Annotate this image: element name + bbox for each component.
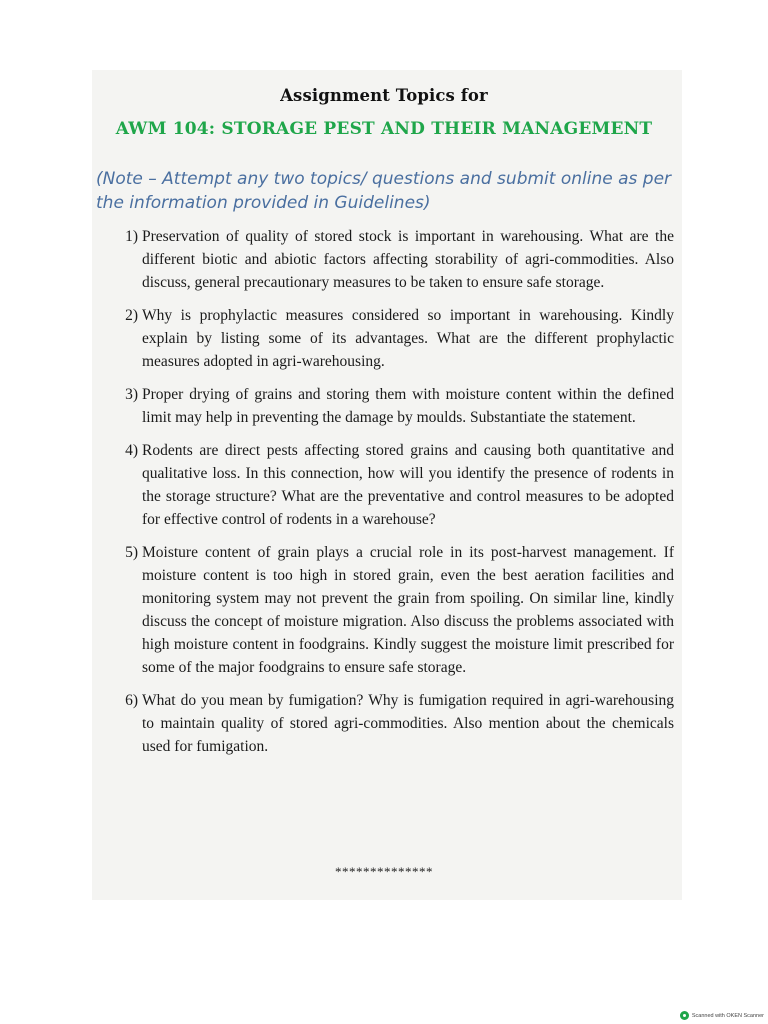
- topic-text: Moisture content of grain plays a crucial role in its post-harvest management. If moisture content is too high in stored grain, even the best aeration facilities and monitoring system may not prevent the grain from spoiling. On similar line, kindly discuss the concept of moisture migration. Also discuss the problems associated with high moisture content in foodgrains. Kindly suggest the moisture limit prescribed for some of the major foodgrains to ensure safe storage.: [142, 544, 674, 676]
- topic-text: What do you mean by fumigation? Why is fumigation required in agri-warehousing to maintain quality of stored agri-commodities. Also mention about the chemicals used for fumigation.: [142, 692, 674, 755]
- topic-item: [96, 225, 674, 294]
- topic-item: [96, 439, 674, 531]
- topic-item: [96, 304, 674, 373]
- scanner-watermark: [680, 1011, 764, 1020]
- topic-text: Why is prophylactic measures considered so important in warehousing. Kindly explain by listing some of its advantages. What are the different prophylactic measures adopted in agri-warehousing.: [142, 307, 674, 370]
- topic-number: 3): [125, 386, 138, 403]
- topic-number: 5): [125, 544, 138, 561]
- topic-text: Preservation of quality of stored stock is important in warehousing. What are the different biotic and abiotic factors affecting storability of agri-commodities. Also discuss, general precautionary measures to be taken to ensure safe storage.: [142, 228, 674, 291]
- document-title: Assignment Topics for: [280, 86, 488, 105]
- topic-number: 6): [125, 692, 138, 709]
- course-subtitle: AWM 104: STORAGE PEST AND THEIR MANAGEMENT: [115, 119, 653, 139]
- topic-item: [96, 383, 674, 429]
- topic-text: Rodents are direct pests affecting stored grains and causing both quantitative and qualitative loss. In this connection, how will you identify the presence of rodents in the storage structure? What are the preventative and control measures to be adopted for effective control of rodents in a warehouse?: [142, 442, 674, 528]
- topic-item: [96, 541, 674, 679]
- topic-number: 2): [125, 307, 138, 324]
- topic-number: 4): [125, 442, 138, 459]
- topic-text: Proper drying of grains and storing them with moisture content within the defined limit may help in preventing the damage by moulds. Substantiate the statement.: [142, 386, 674, 426]
- topic-item: [96, 689, 674, 758]
- end-separator: **************: [335, 864, 433, 879]
- scanner-label: Scanned with OKEN Scanner: [691, 1012, 764, 1019]
- instruction-note: (Note – Attempt any two topics/ questions and submit online as per the information provided in Guidelines): [96, 169, 672, 213]
- scanner-logo-icon: [680, 1011, 689, 1020]
- topic-number: 1): [125, 228, 138, 245]
- topic-list: [96, 225, 674, 768]
